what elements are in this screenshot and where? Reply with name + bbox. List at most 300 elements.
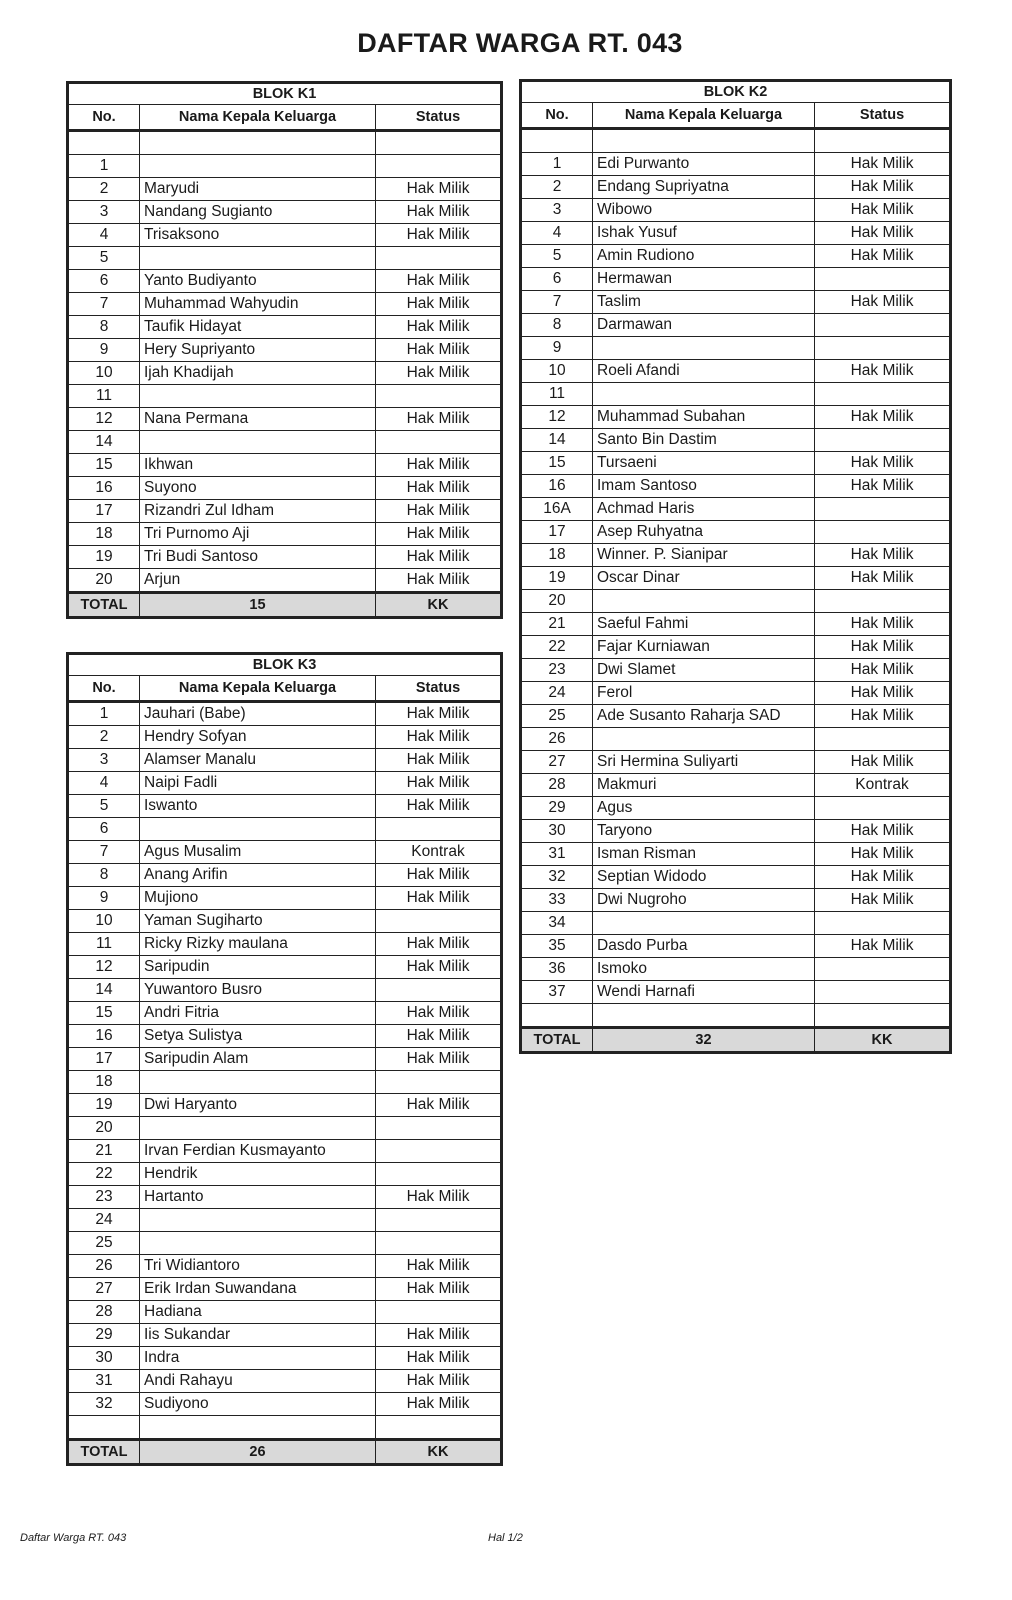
row-number: 27 — [521, 751, 593, 774]
household-head-name: Ijah Khadijah — [140, 362, 376, 385]
household-head-name: Achmad Haris — [593, 498, 815, 521]
ownership-status: Hak Milik — [376, 1278, 502, 1301]
row-number: 16 — [521, 475, 593, 498]
row-number: 20 — [68, 1117, 140, 1140]
total-unit: KK — [815, 1028, 951, 1053]
ownership-status: Hak Milik — [376, 726, 502, 749]
household-head-name: Suyono — [140, 477, 376, 500]
ownership-status: Hak Milik — [815, 889, 951, 912]
row-number: 11 — [521, 383, 593, 406]
household-head-name: Trisaksono — [140, 224, 376, 247]
total-count: 26 — [140, 1440, 376, 1465]
household-head-name: Indra — [140, 1347, 376, 1370]
household-head-name: Isman Risman — [593, 843, 815, 866]
table-row — [521, 613, 951, 636]
column-header-no: No. — [521, 103, 593, 129]
household-head-name — [593, 129, 815, 153]
table-row — [521, 314, 951, 337]
household-head-name: Septian Widodo — [593, 866, 815, 889]
ownership-status: Hak Milik — [815, 659, 951, 682]
row-number: 5 — [68, 795, 140, 818]
household-head-name: Ikhwan — [140, 454, 376, 477]
ownership-status: Hak Milik — [376, 887, 502, 910]
row-number: 24 — [68, 1209, 140, 1232]
row-number: 36 — [521, 958, 593, 981]
row-number: 23 — [521, 659, 593, 682]
ownership-status: Hak Milik — [376, 1048, 502, 1071]
table-row — [521, 843, 951, 866]
household-head-name: Tri Purnomo Aji — [140, 523, 376, 546]
row-number: 25 — [521, 705, 593, 728]
table-row — [521, 129, 951, 153]
ownership-status: Hak Milik — [815, 636, 951, 659]
row-number: 8 — [68, 316, 140, 339]
table-row — [68, 956, 502, 979]
household-head-name: Imam Santoso — [593, 475, 815, 498]
household-head-name: Rizandri Zul Idham — [140, 500, 376, 523]
total-label: TOTAL — [68, 593, 140, 618]
row-number: 1 — [68, 155, 140, 178]
total-row — [68, 1440, 502, 1465]
household-head-name — [140, 1117, 376, 1140]
ownership-status: Hak Milik — [376, 569, 502, 593]
table-row — [521, 360, 951, 383]
table-row — [521, 659, 951, 682]
ownership-status: Hak Milik — [376, 316, 502, 339]
row-number: 22 — [68, 1163, 140, 1186]
household-head-name: Dasdo Purba — [593, 935, 815, 958]
table-row — [68, 795, 502, 818]
ownership-status — [376, 979, 502, 1002]
household-head-name: Hermawan — [593, 268, 815, 291]
row-number: 6 — [68, 818, 140, 841]
table-row — [68, 500, 502, 523]
row-number: 22 — [521, 636, 593, 659]
row-number: 7 — [68, 293, 140, 316]
ownership-status: Hak Milik — [376, 270, 502, 293]
household-head-name — [140, 1416, 376, 1440]
ownership-status: Hak Milik — [815, 682, 951, 705]
total-row — [68, 593, 502, 618]
block-title: BLOK K1 — [68, 83, 502, 105]
row-number: 26 — [68, 1255, 140, 1278]
ownership-status: Hak Milik — [815, 613, 951, 636]
ownership-status: Hak Milik — [815, 153, 951, 176]
ownership-status — [376, 818, 502, 841]
table-row — [68, 726, 502, 749]
ownership-status: Hak Milik — [376, 795, 502, 818]
ownership-status: Hak Milik — [815, 866, 951, 889]
table-row — [68, 772, 502, 795]
table-row — [68, 431, 502, 454]
row-number: 29 — [68, 1324, 140, 1347]
table-row — [68, 178, 502, 201]
table-row — [68, 887, 502, 910]
row-number: 32 — [521, 866, 593, 889]
row-number: 3 — [68, 749, 140, 772]
ownership-status — [376, 1416, 502, 1440]
row-number: 14 — [521, 429, 593, 452]
table-row — [68, 1209, 502, 1232]
household-head-name: Irvan Ferdian Kusmayanto — [140, 1140, 376, 1163]
row-number: 3 — [68, 201, 140, 224]
household-head-name: Muhammad Wahyudin — [140, 293, 376, 316]
column-header-status: Status — [376, 105, 502, 131]
table-row — [68, 1278, 502, 1301]
table-row — [68, 224, 502, 247]
table-body — [68, 702, 502, 1440]
table-row — [68, 523, 502, 546]
table-row — [521, 981, 951, 1004]
row-number: 15 — [68, 454, 140, 477]
ownership-status: Hak Milik — [376, 1370, 502, 1393]
footer-page-number: Hal 1/2 — [488, 1532, 523, 1544]
ownership-status — [815, 521, 951, 544]
table-row — [521, 590, 951, 613]
row-number: 2 — [68, 178, 140, 201]
ownership-status: Hak Milik — [376, 293, 502, 316]
ownership-status: Hak Milik — [376, 749, 502, 772]
column-header-nama: Nama Kepala Keluarga — [593, 103, 815, 129]
table-row — [68, 408, 502, 431]
row-number: 2 — [521, 176, 593, 199]
household-head-name: Roeli Afandi — [593, 360, 815, 383]
row-number: 33 — [521, 889, 593, 912]
ownership-status: Hak Milik — [815, 245, 951, 268]
ownership-status: Hak Milik — [376, 702, 502, 726]
household-head-name: Taryono — [593, 820, 815, 843]
total-unit: KK — [376, 593, 502, 618]
column-header-no: No. — [68, 105, 140, 131]
household-head-name: Sudiyono — [140, 1393, 376, 1416]
household-head-name: Alamser Manalu — [140, 749, 376, 772]
household-head-name: Saripudin Alam — [140, 1048, 376, 1071]
ownership-status — [376, 131, 502, 155]
table-row — [68, 385, 502, 408]
household-head-name: Nana Permana — [140, 408, 376, 431]
ownership-status — [376, 1232, 502, 1255]
row-number: 5 — [521, 245, 593, 268]
ownership-status — [376, 155, 502, 178]
ownership-status: Hak Milik — [376, 1025, 502, 1048]
row-number: 8 — [68, 864, 140, 887]
household-head-name: Yanto Budiyanto — [140, 270, 376, 293]
row-number: 9 — [68, 887, 140, 910]
household-head-name — [140, 385, 376, 408]
table-row — [521, 475, 951, 498]
row-number: 16 — [68, 477, 140, 500]
row-number: 29 — [521, 797, 593, 820]
ownership-status — [815, 129, 951, 153]
row-number — [521, 129, 593, 153]
ownership-status — [815, 498, 951, 521]
ownership-status — [815, 797, 951, 820]
ownership-status: Hak Milik — [815, 291, 951, 314]
ownership-status — [815, 1004, 951, 1028]
table-row — [68, 1048, 502, 1071]
table-row — [68, 1094, 502, 1117]
household-head-name: Darmawan — [593, 314, 815, 337]
household-head-name: Wendi Harnafi — [593, 981, 815, 1004]
block-title: BLOK K2 — [521, 81, 951, 103]
row-number: 18 — [521, 544, 593, 567]
table-row — [521, 153, 951, 176]
household-head-name: Wibowo — [593, 199, 815, 222]
footer-doc-name: Daftar Warga RT. 043 — [20, 1532, 127, 1544]
table-row — [68, 477, 502, 500]
table-row — [521, 889, 951, 912]
total-label: TOTAL — [521, 1028, 593, 1053]
table-row — [68, 818, 502, 841]
household-head-name: Amin Rudiono — [593, 245, 815, 268]
row-number — [68, 131, 140, 155]
table-row — [68, 910, 502, 933]
row-number: 20 — [521, 590, 593, 613]
household-head-name: Dwi Nugroho — [593, 889, 815, 912]
row-number: 17 — [521, 521, 593, 544]
row-number: 31 — [68, 1370, 140, 1393]
ownership-status — [815, 728, 951, 751]
ownership-status: Hak Milik — [376, 1255, 502, 1278]
total-count: 32 — [593, 1028, 815, 1053]
table-row — [68, 362, 502, 385]
ownership-status: Hak Milik — [815, 222, 951, 245]
ownership-status: Kontrak — [815, 774, 951, 797]
table-row — [68, 270, 502, 293]
household-head-name: Hadiana — [140, 1301, 376, 1324]
household-head-name: Endang Supriyatna — [593, 176, 815, 199]
household-head-name: Erik Irdan Suwandana — [140, 1278, 376, 1301]
row-number — [521, 1004, 593, 1028]
ownership-status: Hak Milik — [376, 1347, 502, 1370]
ownership-status: Hak Milik — [376, 454, 502, 477]
row-number: 10 — [68, 362, 140, 385]
ownership-status — [376, 1301, 502, 1324]
table-row — [68, 1002, 502, 1025]
ownership-status — [815, 590, 951, 613]
row-number: 8 — [521, 314, 593, 337]
row-number: 4 — [521, 222, 593, 245]
household-head-name — [140, 247, 376, 270]
table-row — [68, 131, 502, 155]
table-row — [521, 291, 951, 314]
table-row — [68, 1232, 502, 1255]
table-row — [68, 316, 502, 339]
table-row — [521, 958, 951, 981]
ownership-status — [815, 268, 951, 291]
total-label: TOTAL — [68, 1440, 140, 1465]
ownership-status: Hak Milik — [376, 546, 502, 569]
ownership-status: Hak Milik — [376, 500, 502, 523]
household-head-name — [140, 1209, 376, 1232]
row-number: 3 — [521, 199, 593, 222]
household-head-name: Tri Widiantoro — [140, 1255, 376, 1278]
row-number: 30 — [68, 1347, 140, 1370]
household-head-name: Hendry Sofyan — [140, 726, 376, 749]
row-number: 2 — [68, 726, 140, 749]
ownership-status — [815, 429, 951, 452]
household-head-name: Anang Arifin — [140, 864, 376, 887]
household-head-name — [593, 728, 815, 751]
household-head-name: Mujiono — [140, 887, 376, 910]
household-head-name — [140, 155, 376, 178]
household-head-name: Saeful Fahmi — [593, 613, 815, 636]
table-row — [521, 797, 951, 820]
ownership-status: Hak Milik — [376, 178, 502, 201]
row-number: 37 — [521, 981, 593, 1004]
row-number: 26 — [521, 728, 593, 751]
row-number: 17 — [68, 1048, 140, 1071]
table-row — [521, 866, 951, 889]
column-header-nama: Nama Kepala Keluarga — [140, 105, 376, 131]
household-head-name: Andri Fitria — [140, 1002, 376, 1025]
household-head-name: Iswanto — [140, 795, 376, 818]
row-number: 30 — [521, 820, 593, 843]
household-head-name: Arjun — [140, 569, 376, 593]
table-row — [521, 337, 951, 360]
row-number: 12 — [68, 408, 140, 431]
ownership-status: Kontrak — [376, 841, 502, 864]
row-number: 16 — [68, 1025, 140, 1048]
blok-k2-table — [519, 79, 952, 1054]
table-row — [521, 498, 951, 521]
ownership-status — [815, 314, 951, 337]
household-head-name: Yuwantoro Busro — [140, 979, 376, 1002]
table-row — [68, 749, 502, 772]
row-number: 18 — [68, 1071, 140, 1094]
table-row — [68, 569, 502, 593]
table-row — [68, 841, 502, 864]
row-number: 19 — [521, 567, 593, 590]
table-row — [521, 452, 951, 475]
row-number: 25 — [68, 1232, 140, 1255]
row-number — [68, 1416, 140, 1440]
row-number: 15 — [68, 1002, 140, 1025]
ownership-status: Hak Milik — [376, 1186, 502, 1209]
ownership-status — [815, 958, 951, 981]
household-head-name: Dwi Haryanto — [140, 1094, 376, 1117]
table-row — [521, 774, 951, 797]
household-head-name — [140, 131, 376, 155]
ownership-status — [376, 1163, 502, 1186]
household-head-name — [593, 383, 815, 406]
table-row — [68, 454, 502, 477]
row-number: 27 — [68, 1278, 140, 1301]
table-row — [521, 567, 951, 590]
ownership-status: Hak Milik — [815, 751, 951, 774]
household-head-name: Sri Hermina Suliyarti — [593, 751, 815, 774]
household-head-name: Edi Purwanto — [593, 153, 815, 176]
row-number: 11 — [68, 385, 140, 408]
ownership-status — [815, 981, 951, 1004]
row-number: 19 — [68, 546, 140, 569]
ownership-status: Hak Milik — [815, 360, 951, 383]
household-head-name: Naipi Fadli — [140, 772, 376, 795]
ownership-status — [376, 385, 502, 408]
household-head-name: Jauhari (Babe) — [140, 702, 376, 726]
table-row — [521, 199, 951, 222]
table-row — [68, 1140, 502, 1163]
table-row — [68, 1347, 502, 1370]
table-row — [521, 636, 951, 659]
ownership-status: Hak Milik — [815, 820, 951, 843]
household-head-name: Tri Budi Santoso — [140, 546, 376, 569]
household-head-name: Nandang Sugianto — [140, 201, 376, 224]
blok-k1-table — [66, 81, 503, 619]
table-row — [521, 705, 951, 728]
table-row — [521, 935, 951, 958]
table-row — [521, 245, 951, 268]
table-row — [68, 702, 502, 726]
row-number: 12 — [68, 956, 140, 979]
row-number: 4 — [68, 772, 140, 795]
column-header-no: No. — [68, 676, 140, 702]
column-header-status: Status — [815, 103, 951, 129]
table-row — [68, 1117, 502, 1140]
table-row — [68, 1186, 502, 1209]
table-row — [521, 1004, 951, 1028]
ownership-status: Hak Milik — [815, 935, 951, 958]
ownership-status: Hak Milik — [815, 705, 951, 728]
table-row — [521, 544, 951, 567]
row-number: 20 — [68, 569, 140, 593]
table-row — [521, 429, 951, 452]
ownership-status: Hak Milik — [815, 843, 951, 866]
row-number: 12 — [521, 406, 593, 429]
table-row — [521, 728, 951, 751]
household-head-name: Maryudi — [140, 178, 376, 201]
column-header-nama: Nama Kepala Keluarga — [140, 676, 376, 702]
row-number: 6 — [68, 270, 140, 293]
row-number: 24 — [521, 682, 593, 705]
row-number: 10 — [521, 360, 593, 383]
household-head-name: Ricky Rizky maulana — [140, 933, 376, 956]
block-title: BLOK K3 — [68, 654, 502, 676]
ownership-status: Hak Milik — [376, 408, 502, 431]
table-row — [521, 682, 951, 705]
total-row — [521, 1028, 951, 1053]
table-row — [68, 339, 502, 362]
total-unit: KK — [376, 1440, 502, 1465]
ownership-status: Hak Milik — [815, 406, 951, 429]
table-row — [68, 247, 502, 270]
household-head-name: Hendrik — [140, 1163, 376, 1186]
ownership-status: Hak Milik — [815, 452, 951, 475]
ownership-status — [376, 1209, 502, 1232]
row-number: 31 — [521, 843, 593, 866]
household-head-name: Saripudin — [140, 956, 376, 979]
ownership-status — [376, 431, 502, 454]
row-number: 28 — [68, 1301, 140, 1324]
table-row — [68, 1025, 502, 1048]
row-number: 14 — [68, 431, 140, 454]
row-number: 15 — [521, 452, 593, 475]
ownership-status: Hak Milik — [376, 201, 502, 224]
household-head-name: Tursaeni — [593, 452, 815, 475]
ownership-status: Hak Milik — [376, 1393, 502, 1416]
household-head-name — [140, 431, 376, 454]
table-row — [68, 1071, 502, 1094]
household-head-name: Dwi Slamet — [593, 659, 815, 682]
row-number: 19 — [68, 1094, 140, 1117]
table-row — [521, 268, 951, 291]
household-head-name — [593, 337, 815, 360]
household-head-name: Fajar Kurniawan — [593, 636, 815, 659]
row-number: 9 — [521, 337, 593, 360]
household-head-name: Setya Sulistya — [140, 1025, 376, 1048]
household-head-name: Taslim — [593, 291, 815, 314]
table-row — [521, 222, 951, 245]
